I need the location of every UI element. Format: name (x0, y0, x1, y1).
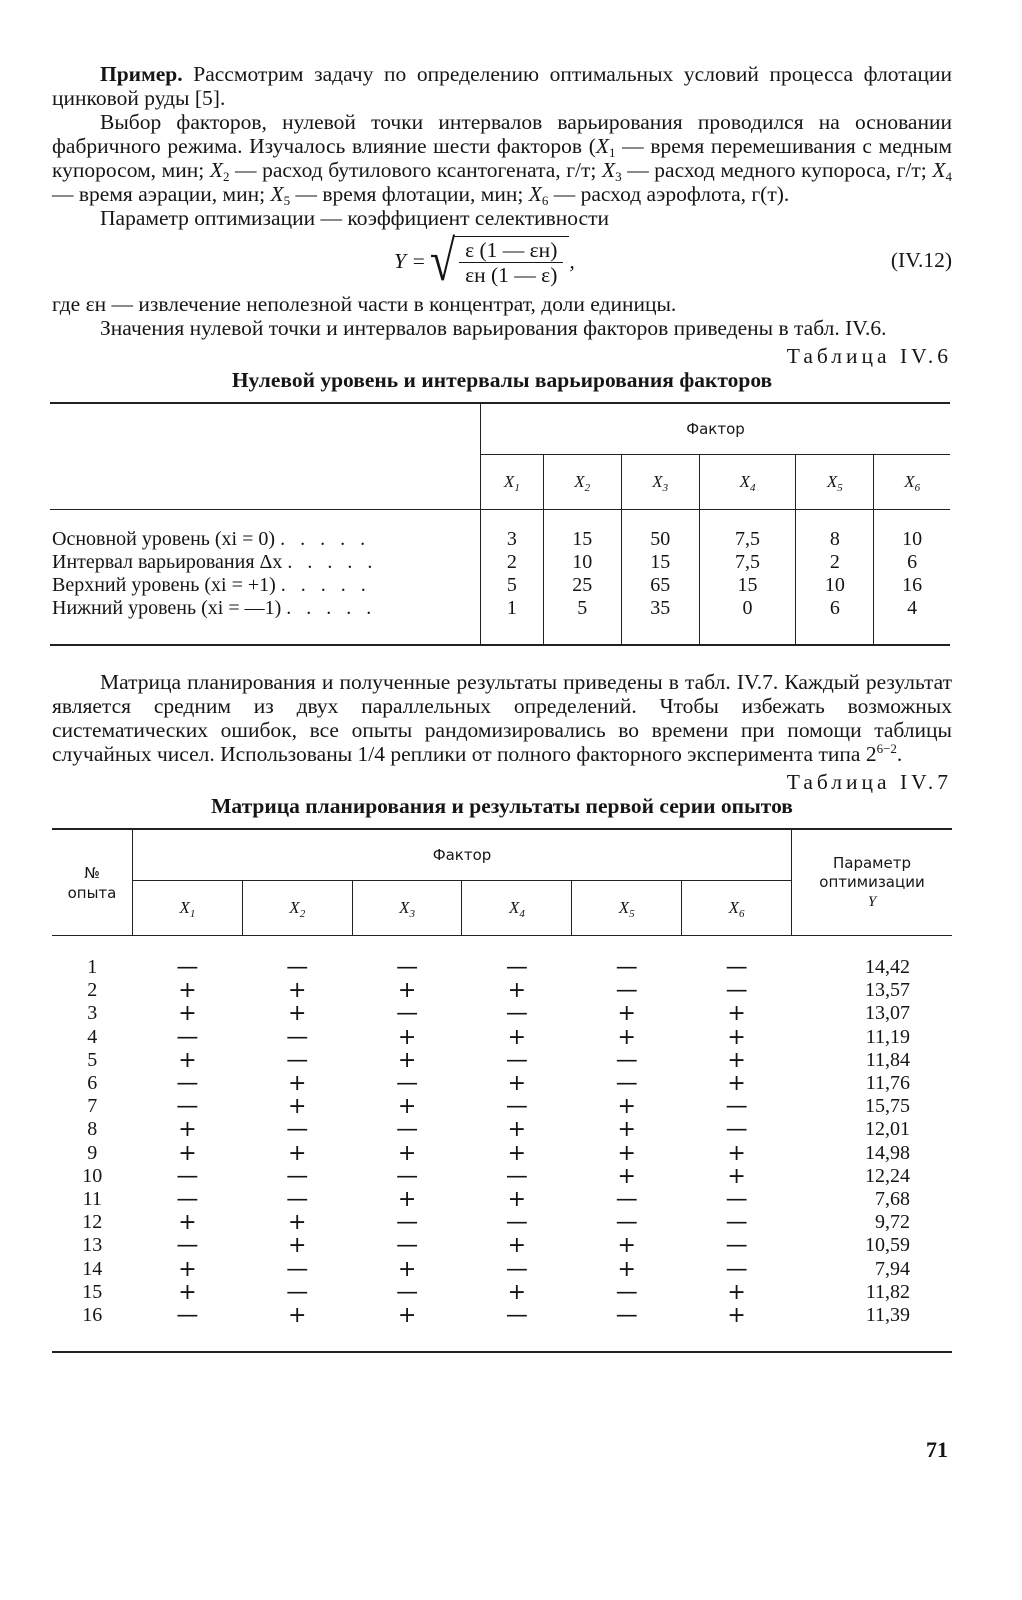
table2-title: Матрица планирования и результаты первой серии опытов (211, 794, 793, 818)
table2-row-number: 13 (82, 1234, 103, 1257)
table2-row (52, 1142, 952, 1165)
sqrt-icon: √ (429, 228, 456, 293)
formula-numerator: ε (1 — εн) (459, 239, 563, 263)
table2-y-value: 15,75 (865, 1095, 910, 1118)
table1-cell: 7,5 (699, 551, 796, 574)
equation-number: (IV.12) (890, 248, 952, 272)
table2-sign-cell: — (615, 1279, 638, 1305)
table2-sign-cell: + (288, 1233, 307, 1259)
table1-cell: 7,5 (699, 528, 796, 551)
table2-row-number: 14 (82, 1257, 103, 1280)
table2-row-number: 6 (87, 1072, 98, 1095)
table2-row-number: 7 (87, 1095, 98, 1118)
table1-cell: 35 (621, 597, 699, 620)
table1-cell: 8 (796, 528, 874, 551)
table2-sign-cell: + (617, 1094, 636, 1120)
table1-row: Нижний уровень (xi = —1) . . . . . 1 5 35 0 6 4 (50, 597, 950, 620)
table2-num-header: № опыта (52, 829, 133, 936)
table2-row-number: 15 (82, 1280, 103, 1303)
table2-sign-cell: + (288, 1071, 307, 1097)
factors-paragraph: Выбор факторов, нулевой точки интервалов варьирования проводился на основании фабричного режима. Изучалось влияние шести факторов ($X_1$ — время перемешивания с медным купоросом, мин; $X_2$ — расход бутилового ксантогената, г/т; $X_3$ — расход медного купороса, г/т; $X_4$ — время аэрации, мин; $X_5$ — время флотации, мин; $X_6$ — расход аэрофлота, г(т). (52, 110, 953, 208)
table2-row (52, 1234, 952, 1257)
table2-row-number: 9 (87, 1141, 98, 1164)
table1-cell: 5 (481, 574, 544, 597)
table2-sign-cell: — (725, 955, 748, 980)
table2-row (52, 1118, 952, 1141)
table2-row (52, 1188, 952, 1211)
table2-sign-cell: + (288, 1303, 307, 1329)
factors-text: — расход медного купороса, г/т; (621, 158, 933, 182)
example-paragraph (52, 62, 952, 110)
table2-col-header: $X_6$ (682, 881, 792, 936)
table2-sign-cell: — (505, 1256, 528, 1282)
table2-sign-cell: + (288, 978, 307, 1004)
table2-sign-cell: + (288, 1094, 307, 1120)
table2-sign-cell: — (286, 1279, 309, 1305)
table1-cell: 65 (621, 574, 699, 597)
table2-sign-cell: — (286, 1256, 309, 1282)
table2-sign-cell: + (507, 1233, 527, 1259)
table2-sign-cell: — (176, 1024, 199, 1050)
table2-sign-cell: + (617, 1256, 636, 1282)
table2-sign-cell: — (286, 1163, 309, 1189)
table2-group-header: Фактор (133, 829, 792, 881)
table1-cell: 1 (481, 597, 544, 620)
table2-sign-cell: + (178, 1001, 197, 1027)
table2-sign-cell: — (176, 1303, 199, 1329)
between-end: . (896, 742, 903, 766)
table2-y-value: 13,07 (865, 1002, 910, 1025)
table2-sign-cell: + (727, 1024, 746, 1050)
table2-sign-cell: — (505, 1303, 528, 1329)
table2-sign-cell: + (507, 1279, 527, 1305)
table1-group-header: Фактор (481, 403, 951, 455)
factors-text: — время аэрации, мин; (52, 182, 271, 206)
table2-sign-cell: — (396, 1163, 419, 1189)
table2-row (52, 1049, 952, 1072)
table2-sign-cell: — (286, 1117, 309, 1143)
table2-sign-cell: + (727, 1001, 746, 1027)
table2-label: Таблица IV.7 (786, 770, 952, 794)
table2-sign-cell: — (396, 1279, 419, 1305)
table2-row (52, 1026, 952, 1049)
table2-sign-cell: + (507, 1187, 527, 1213)
table2-sign-cell: — (396, 1001, 419, 1027)
table1-row: Верхний уровень (xi = +1) . . . . . 5 25 65 15 10 16 (50, 574, 950, 597)
table2-sign-cell: — (505, 1094, 528, 1120)
table2-sign-cell: — (725, 1233, 748, 1259)
table2-sign-cell: + (178, 1047, 197, 1073)
table1-cell: 50 (621, 528, 699, 551)
power-base: 2 (865, 742, 877, 766)
factors-text: — время перемешивания с медным купоросом, мин; (52, 134, 952, 182)
table1-col-header: $X_2$ (543, 455, 621, 510)
table1-col-header: $X_6$ (874, 455, 950, 510)
table2-y-value: 7,94 (875, 1257, 910, 1280)
table1 (50, 402, 950, 646)
table2 (52, 828, 952, 1353)
table2-row (52, 1281, 952, 1304)
table2-row (52, 979, 952, 1002)
formula-denominator: εн (1 — ε) (465, 263, 558, 287)
table2-sign-cell: — (176, 1094, 199, 1120)
table2-sign-cell: — (286, 955, 309, 980)
table2-y-value: 10,59 (865, 1234, 910, 1257)
table2-y-value: 11,39 (865, 1304, 910, 1327)
table2-sign-cell: + (397, 1140, 417, 1166)
table2-row-number: 3 (87, 1002, 98, 1025)
formula-lhs: Y = (394, 249, 426, 273)
table2-sign-cell: — (615, 1071, 638, 1097)
table2-y-value: 11,82 (865, 1280, 910, 1303)
table2-sign-cell: — (286, 1187, 309, 1213)
table2-sign-cell: + (617, 1024, 636, 1050)
table2-sign-cell: + (617, 1163, 636, 1189)
factors-text: — время флотации, мин; (290, 182, 529, 206)
table2-col-header: $X_3$ (352, 881, 462, 936)
table2-col-header: $X_2$ (242, 881, 352, 936)
table2-sign-cell: — (286, 1024, 309, 1050)
table2-row (52, 1211, 952, 1234)
table2-sign-cell: + (178, 1210, 197, 1236)
table1-cell: 0 (699, 597, 796, 620)
table2-sign-cell: + (617, 1117, 636, 1143)
table1-cell: 15 (699, 574, 796, 597)
table2-sign-cell: + (507, 1071, 527, 1097)
table2-sign-cell: + (727, 1303, 746, 1329)
table1-row-label: Нижний уровень (xi = —1) (52, 597, 282, 619)
table2-col-header: $X_5$ (572, 881, 682, 936)
table2-sign-cell: — (615, 1187, 638, 1213)
table1-cell: 16 (874, 574, 950, 597)
table2-sign-cell: + (727, 1163, 746, 1189)
table2-y-value: 7,68 (875, 1188, 910, 1211)
table2-sign-cell: — (505, 1001, 528, 1027)
table1-row: Интервал варьирования Δx . . . . . 2 10 15 7,5 2 6 (50, 551, 950, 574)
formula-block (52, 228, 952, 293)
table2-sign-cell: + (617, 1233, 636, 1259)
example-label: Пример. (100, 62, 183, 86)
table2-sign-cell: + (397, 1047, 417, 1073)
table1-label: Таблица IV.6 (786, 344, 952, 368)
table2-sign-cell: + (288, 1001, 307, 1027)
table2-sign-cell: + (288, 1210, 307, 1236)
formula (394, 228, 575, 293)
table1-row-label: Основной уровень (xi = 0) (52, 528, 276, 550)
table2-sign-cell: + (397, 1094, 417, 1120)
table2-sign-cell: — (725, 1094, 748, 1120)
table2-sign-cell: + (507, 1140, 527, 1166)
table2-sign-cell: + (397, 1303, 417, 1329)
table2-row-number: 12 (82, 1211, 103, 1234)
values-paragraph: Значения нулевой точки и интервалов варьирования факторов приведены в табл. IV.6. (100, 316, 887, 340)
table2-sign-cell: — (176, 1187, 199, 1213)
example-text: Рассмотрим задачу по определению оптимальных условий процесса флотации цинковой руды [5]. (52, 62, 952, 110)
table1-row-label: Верхний уровень (xi = +1) (52, 574, 276, 596)
table2-sign-cell: — (725, 1256, 748, 1282)
table2-sign-cell: — (725, 1117, 748, 1143)
formula-fraction (453, 236, 569, 286)
table1-cell: 5 (543, 597, 621, 620)
table2-sign-cell: + (178, 1279, 197, 1305)
table1-cell: 3 (481, 528, 544, 551)
table1-row: Основной уровень (xi = 0) . . . . . 3 15 50 7,5 8 10 (50, 528, 950, 551)
table2-sign-cell: — (286, 1047, 309, 1073)
table1-cell: 25 (543, 574, 621, 597)
table2-sign-cell: + (178, 1256, 197, 1282)
factors-text: — расход бутилового ксантогената, г/т; (229, 158, 602, 182)
table2-sign-cell: — (615, 1047, 638, 1073)
table1-cell: 10 (796, 574, 874, 597)
between-paragraph (52, 670, 952, 766)
table1-col-header: $X_4$ (699, 455, 796, 510)
table2-sign-cell: — (615, 1303, 638, 1329)
table2-row (52, 956, 952, 979)
table2-sign-cell: + (178, 1140, 197, 1166)
table2-sign-cell: + (507, 978, 527, 1004)
table2-sign-cell: + (178, 1117, 197, 1143)
table1-cell: 6 (796, 597, 874, 620)
formula-tail: , (569, 249, 575, 273)
table2-y-value: 11,76 (865, 1072, 910, 1095)
table2-sign-cell: + (397, 1024, 417, 1050)
table2-row-number: 8 (87, 1118, 98, 1141)
table2-sign-cell: — (176, 955, 199, 980)
table2-sign-cell: — (176, 1233, 199, 1259)
table2-row (52, 1072, 952, 1095)
table2-sign-cell: — (725, 1210, 748, 1236)
table2-sign-cell: — (505, 1210, 528, 1236)
table2-y-value: 12,24 (865, 1164, 910, 1187)
table1-cell: 15 (543, 528, 621, 551)
table2-y-value: 12,01 (865, 1118, 910, 1141)
table2-row (52, 1165, 952, 1188)
table2-y-value: 9,72 (875, 1211, 910, 1234)
table2-row-number: 2 (87, 979, 98, 1002)
table2-row (52, 1258, 952, 1281)
table2-sign-cell: — (505, 1047, 528, 1073)
power-exponent: 6−2 (876, 741, 897, 756)
table2-sign-cell: + (727, 1071, 746, 1097)
table2-sign-cell: — (505, 1163, 528, 1189)
table1-cell: 4 (874, 597, 950, 620)
table2-y-value: 14,42 (865, 956, 910, 978)
table1-col-header: $X_5$ (796, 455, 874, 510)
table1-title: Нулевой уровень и интервалы варьирования факторов (231, 368, 773, 392)
table1-cell: 6 (874, 551, 950, 574)
factors-text: Выбор факторов, нулевой точки интервалов варьирования проводился на основании фабричного режима. Изучалось влияние шести факторов ( (52, 110, 952, 158)
table2-sign-cell: + (617, 1140, 636, 1166)
table2-y-value: 11,84 (865, 1048, 910, 1071)
table2-body (52, 956, 952, 1327)
table2-row-number: 5 (87, 1048, 98, 1071)
table2-y-value: 11,19 (865, 1025, 910, 1048)
table2-row-number: 11 (82, 1188, 102, 1211)
where-paragraph: где εн — извлечение неполезной части в концентрат, доли единицы. (52, 292, 677, 316)
table2-sign-cell: — (725, 978, 748, 1004)
table2-y-value: 14,98 (865, 1141, 910, 1164)
table2-sign-cell: + (288, 1140, 307, 1166)
table2-col-header: $X_4$ (462, 881, 572, 936)
table2-sign-cell: — (615, 1210, 638, 1236)
table1-cell: 2 (481, 551, 544, 574)
table2-sign-cell: + (727, 1047, 746, 1073)
table2-row-number: 1 (87, 956, 98, 978)
table2-sign-cell: — (615, 978, 638, 1004)
table2-sign-cell: + (727, 1140, 746, 1166)
table2-row (52, 1095, 952, 1118)
table1-cell: 10 (874, 528, 950, 551)
table2-sign-cell: — (396, 1071, 419, 1097)
table1-col-header: $X_1$ (481, 455, 544, 510)
table2-sign-cell: — (176, 1071, 199, 1097)
table2-sign-cell: — (615, 955, 638, 980)
factors-text: — расход аэрофлота, г(т). (548, 182, 790, 206)
table2-sign-cell: + (507, 1117, 527, 1143)
table2-sign-cell: — (396, 1117, 419, 1143)
table2-row (52, 1002, 952, 1025)
table2-sign-cell: + (178, 978, 197, 1004)
table2-sign-cell: + (507, 1024, 527, 1050)
table1-cell: 2 (796, 551, 874, 574)
table2-sign-cell: — (505, 955, 528, 980)
table2-row-number: 10 (82, 1164, 103, 1187)
table2-sign-cell: — (396, 1210, 419, 1236)
table2-sign-cell: — (396, 1233, 419, 1259)
table2-sign-cell: + (617, 1001, 636, 1027)
table2-row (52, 1304, 952, 1327)
table2-param-header: Параметр оптимизации Y (792, 829, 953, 936)
table2-sign-cell: + (397, 978, 417, 1004)
table1-row-label: Интервал варьирования Δx (52, 551, 283, 573)
table2-row-number: 16 (82, 1304, 103, 1327)
table2-sign-cell: + (397, 1256, 417, 1282)
table1-col-header: $X_3$ (621, 455, 699, 510)
page-content (52, 62, 952, 1353)
table1-cell: 10 (543, 551, 621, 574)
table2-col-header: $X_1$ (133, 881, 243, 936)
table2-sign-cell: + (397, 1187, 417, 1213)
table2-sign-cell: + (727, 1279, 746, 1305)
table2-sign-cell: — (176, 1163, 199, 1189)
table2-sign-cell: — (396, 955, 419, 980)
table2-y-value: 13,57 (865, 979, 910, 1002)
formula-radical (429, 228, 570, 293)
page-number: 71 (926, 1437, 948, 1462)
table1-cell: 15 (621, 551, 699, 574)
table2-row-number: 4 (87, 1025, 98, 1048)
table2-sign-cell: — (725, 1187, 748, 1213)
param-paragraph: Параметр оптимизации — коэффициент селективности (100, 206, 609, 230)
between-text: Матрица планирования и полученные результаты приведены в табл. IV.7. Каждый результат является средним из двух параллельных определений. Чтобы избежать возможных систематических ошибок, все опыты рандомизировались во времени при помощи таблицы случайных чисел. Использованы 1/4 реплики от полного факторного эксперимента типа (52, 670, 952, 766)
